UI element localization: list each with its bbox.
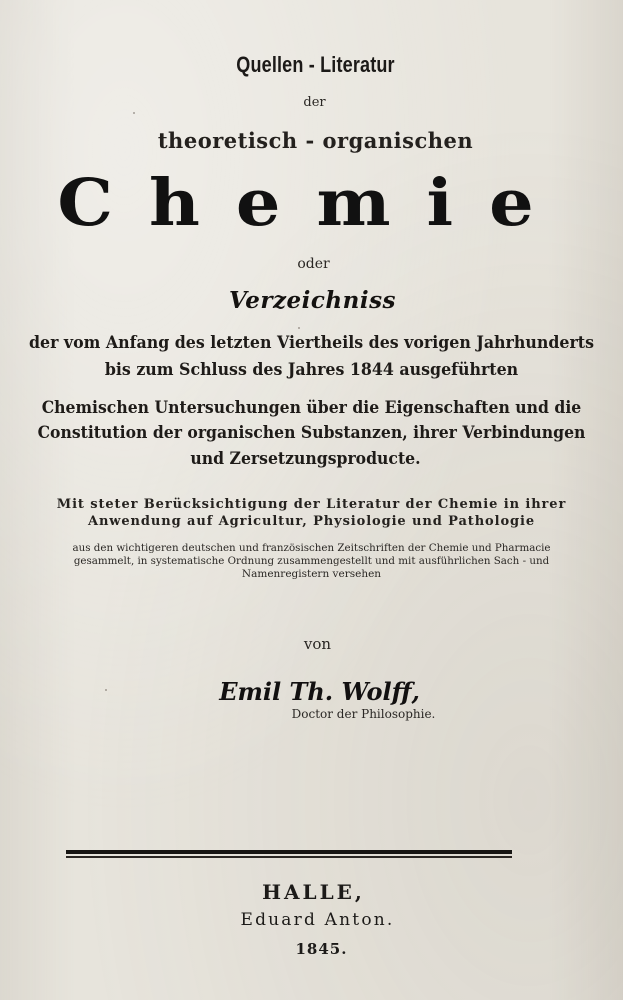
source-line-1: aus den wichtigeren deutschen und französischen Zeitschriften der Chemie und Pharmacie [72,542,551,554]
paper-speck [298,327,300,329]
text-oder: oder [297,256,330,272]
double-rule-divider [66,850,512,858]
text-der: der [303,95,326,110]
paper-speck [133,112,135,114]
scope-line-2: Anwendung auf Agricultur, Physiologie und Pathologie [87,514,536,529]
imprint-city: HALLE, [262,880,365,904]
source-line-3: Namenregistern versehen [241,568,382,580]
text-von: von [303,635,332,653]
subject-line-3: und Zersetzungsproducte. [190,449,421,469]
author-name: Emil Th. Wolff, [219,677,420,706]
scope-line-1: Mit steter Berücksichtigung der Literatur der Chemie in ihrer [56,497,567,512]
subject-line-1: Chemischen Untersuchungen über die Eigenschaften und die [41,398,582,418]
paper-speck [105,689,107,691]
imprint-publisher: Eduard Anton. [240,910,395,930]
source-line-2: gesammelt, in systematische Ordnung zusammengestellt und mit ausführlichen Sach - und [73,555,550,567]
author-title: Doctor der Philosophie. [291,707,436,721]
subject-line-2: Constitution der organischen Substanzen, ihrer Verbindungen [37,423,586,443]
imprint-year: 1845. [295,940,348,958]
rule-thin-line [66,856,512,858]
main-title-chemie: Chemie [57,164,570,241]
rule-thick-line [66,850,512,854]
heading-verzeichniss: Verzeichniss [229,287,396,314]
heading-theoretisch-organischen: theoretisch - organischen [157,128,474,153]
description-line-2: bis zum Schluss des Jahres 1844 ausgeführten [104,360,519,380]
heading-quellen-literatur: Quellen - Literatur [236,52,395,77]
description-line-1: der vom Anfang des letzten Viertheils des vorigen Jahrhunderts [28,333,595,353]
